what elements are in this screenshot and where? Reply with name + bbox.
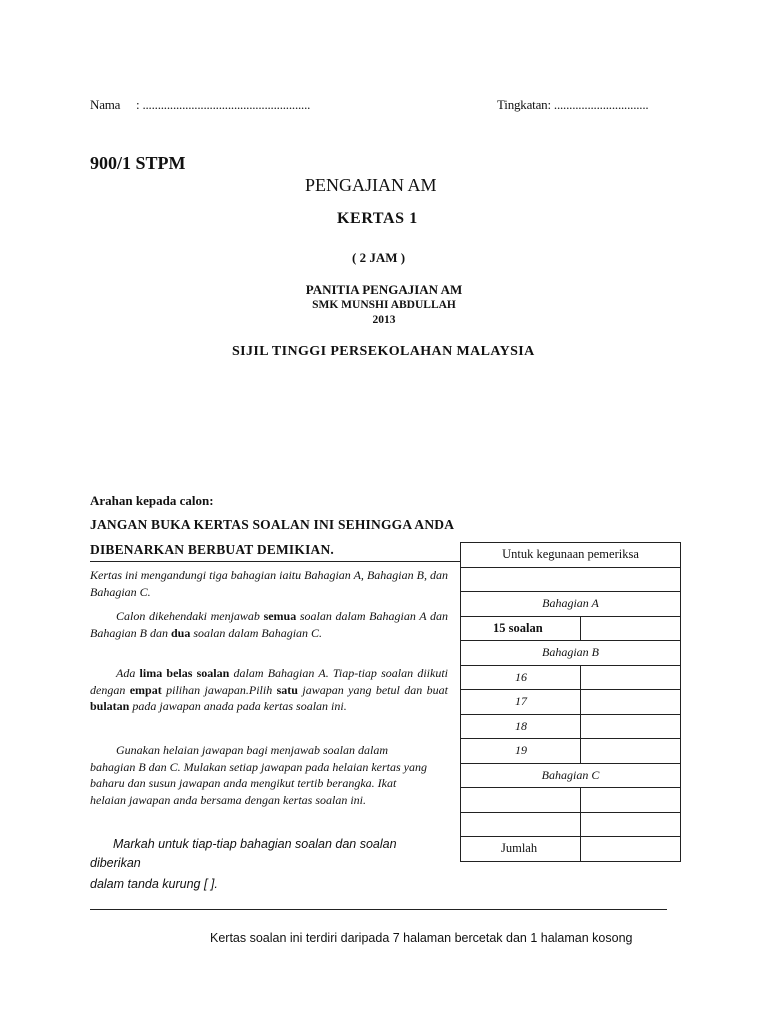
divider	[90, 561, 461, 562]
instruction-paragraph-4: Gunakan helaian jawapan bagi menjawab soalan dalam bahagian B dan C. Mulakan setiap jawapan pada helaian kertas yang baharu dan susun jawapan anda mengikut tertib berangka. Ikat helaian jawapan anda bersama dengan kertas soalan ini.	[90, 743, 427, 807]
warning-line-2: DIBENARKAN BERBUAT DEMIKIAN.	[90, 542, 335, 557]
footer-divider	[90, 909, 667, 910]
table-blank-row	[461, 567, 681, 592]
examiner-table	[460, 542, 681, 862]
section-a-questions: 15 soalan	[461, 616, 581, 641]
name-blank: : .......................................................	[136, 97, 311, 112]
duration: ( 2 JAM )	[352, 250, 406, 265]
tingkatan-field: Tingkatan: ...............................	[497, 97, 649, 112]
instruction-paragraph-3: Ada lima belas soalan dalam Bahagian A. Tiap-tiap soalan diikuti dengan empat pilihan jawapan.Pilih satu jawapan yang betul dan buat bulatan pada jawapan anada pada kertas soalan ini.	[90, 666, 448, 713]
footer-note: Kertas soalan ini terdiri daripada 7 halaman bercetak dan 1 halaman kosong	[210, 931, 633, 945]
score-19	[581, 739, 681, 764]
marks-note-line-2: diberikan	[90, 856, 141, 870]
instruction-paragraph-2: Calon dikehendaki menjawab semua soalan dalam Bahagian A dan Bahagian B dan dua soalan dalam Bahagian C.	[90, 609, 448, 640]
instruction-paragraph-1: Kertas ini mengandungi tiga bahagian iaitu Bahagian A, Bahagian B, dan Bahagian C.	[90, 568, 448, 599]
section-c-question-2	[461, 812, 581, 837]
section-a-score	[581, 616, 681, 641]
score-18	[581, 714, 681, 739]
instructions-heading: Arahan kepada calon:	[90, 493, 214, 508]
total-score	[581, 837, 681, 862]
paper-code: 900/1 STPM	[90, 153, 186, 173]
name-label: Nama	[90, 97, 121, 112]
paper-number: KERTAS 1	[337, 210, 418, 227]
section-c-label: Bahagian C	[461, 763, 681, 788]
question-18: 18	[461, 714, 581, 739]
section-a-label: Bahagian A	[461, 592, 681, 617]
section-c-score-1	[581, 788, 681, 813]
year: 2013	[372, 314, 396, 326]
total-label: Jumlah	[461, 837, 581, 862]
question-19: 19	[461, 739, 581, 764]
certificate-title: SIJIL TINGGI PERSEKOLAHAN MALAYSIA	[232, 344, 535, 359]
subject-title: PENGAJIAN AM	[305, 175, 437, 195]
marks-note-line-1: Markah untuk tiap-tiap bahagian soalan dan soalan	[113, 837, 397, 851]
warning-line-1: JANGAN BUKA KERTAS SOALAN INI SEHINGGA ANDA	[90, 517, 455, 532]
section-c-question-1	[461, 788, 581, 813]
question-16: 16	[461, 665, 581, 690]
question-17: 17	[461, 690, 581, 715]
section-b-label: Bahagian B	[461, 641, 681, 666]
section-c-score-2	[581, 812, 681, 837]
panitia-label: PANITIA PENGAJIAN AM	[305, 282, 463, 297]
score-17	[581, 690, 681, 715]
school-name: SMK MUNSHI ABDULLAH	[312, 299, 456, 311]
score-16	[581, 665, 681, 690]
marks-note-line-3: dalam tanda kurung [ ].	[90, 877, 218, 891]
table-header: Untuk kegunaan pemeriksa	[461, 543, 681, 568]
